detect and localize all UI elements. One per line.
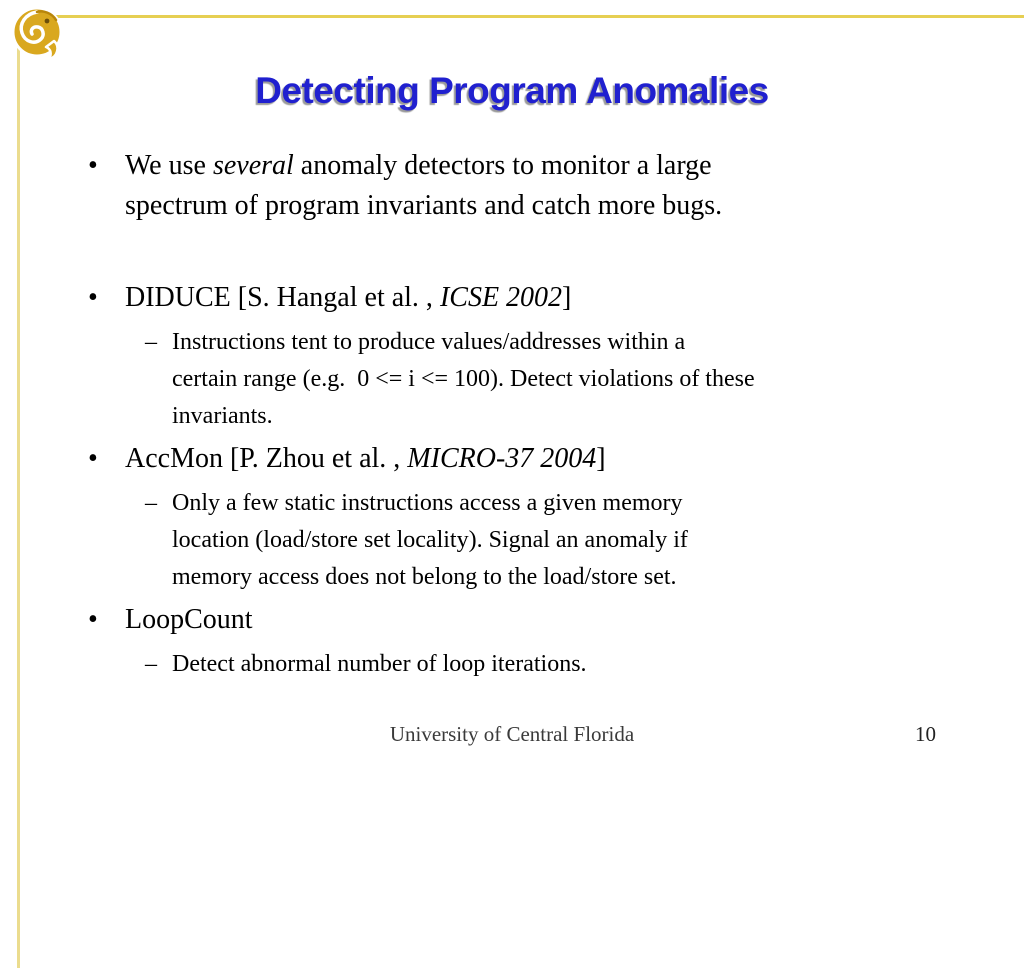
bullet-marker: •	[88, 282, 98, 313]
sub-bullet-item	[145, 324, 968, 435]
bullet-item	[88, 146, 968, 226]
footer-institution: University of Central Florida	[389, 722, 635, 746]
ucf-logo	[10, 5, 70, 65]
page-number: 10	[915, 722, 936, 746]
dash-marker: –	[145, 651, 157, 677]
bullet-item	[88, 439, 968, 479]
bullet-text: Detect abnormal number of loop iterations.	[172, 651, 587, 677]
bullet-marker: •	[88, 150, 98, 181]
slide-title: Detecting Program Anomalies	[255, 70, 769, 111]
bullet-item	[88, 278, 968, 318]
bullet-text: AccMon [P. Zhou et al. , MICRO-37 2004]	[125, 443, 606, 474]
bullet-item	[88, 600, 968, 640]
bullet-text: We use several anomaly detectors to monitor a large spectrum of program invariants and catch more bugs.	[125, 150, 723, 221]
sub-bullet-item	[145, 485, 968, 596]
pegasus-icon	[10, 5, 70, 65]
bullet-text: Only a few static instructions access a given memory location (load/store set locality). Signal an anomaly if memory access does not belong to the load/store set.	[172, 490, 688, 590]
sub-bullet-item	[145, 646, 968, 683]
bullet-gap	[88, 232, 968, 278]
bullet-text: LoopCount	[125, 604, 253, 635]
dash-marker: –	[145, 329, 157, 355]
dash-marker: –	[145, 490, 157, 516]
bullet-marker: •	[88, 604, 98, 635]
bullet-text: DIDUCE [S. Hangal et al. , ICSE 2002]	[125, 282, 572, 313]
bullet-text: Instructions tent to produce values/addresses within a certain range (e.g. 0 <= i <= 100). Detect violations of these invariants.	[172, 329, 755, 429]
bullet-marker: •	[88, 443, 98, 474]
slide-body	[88, 146, 968, 687]
